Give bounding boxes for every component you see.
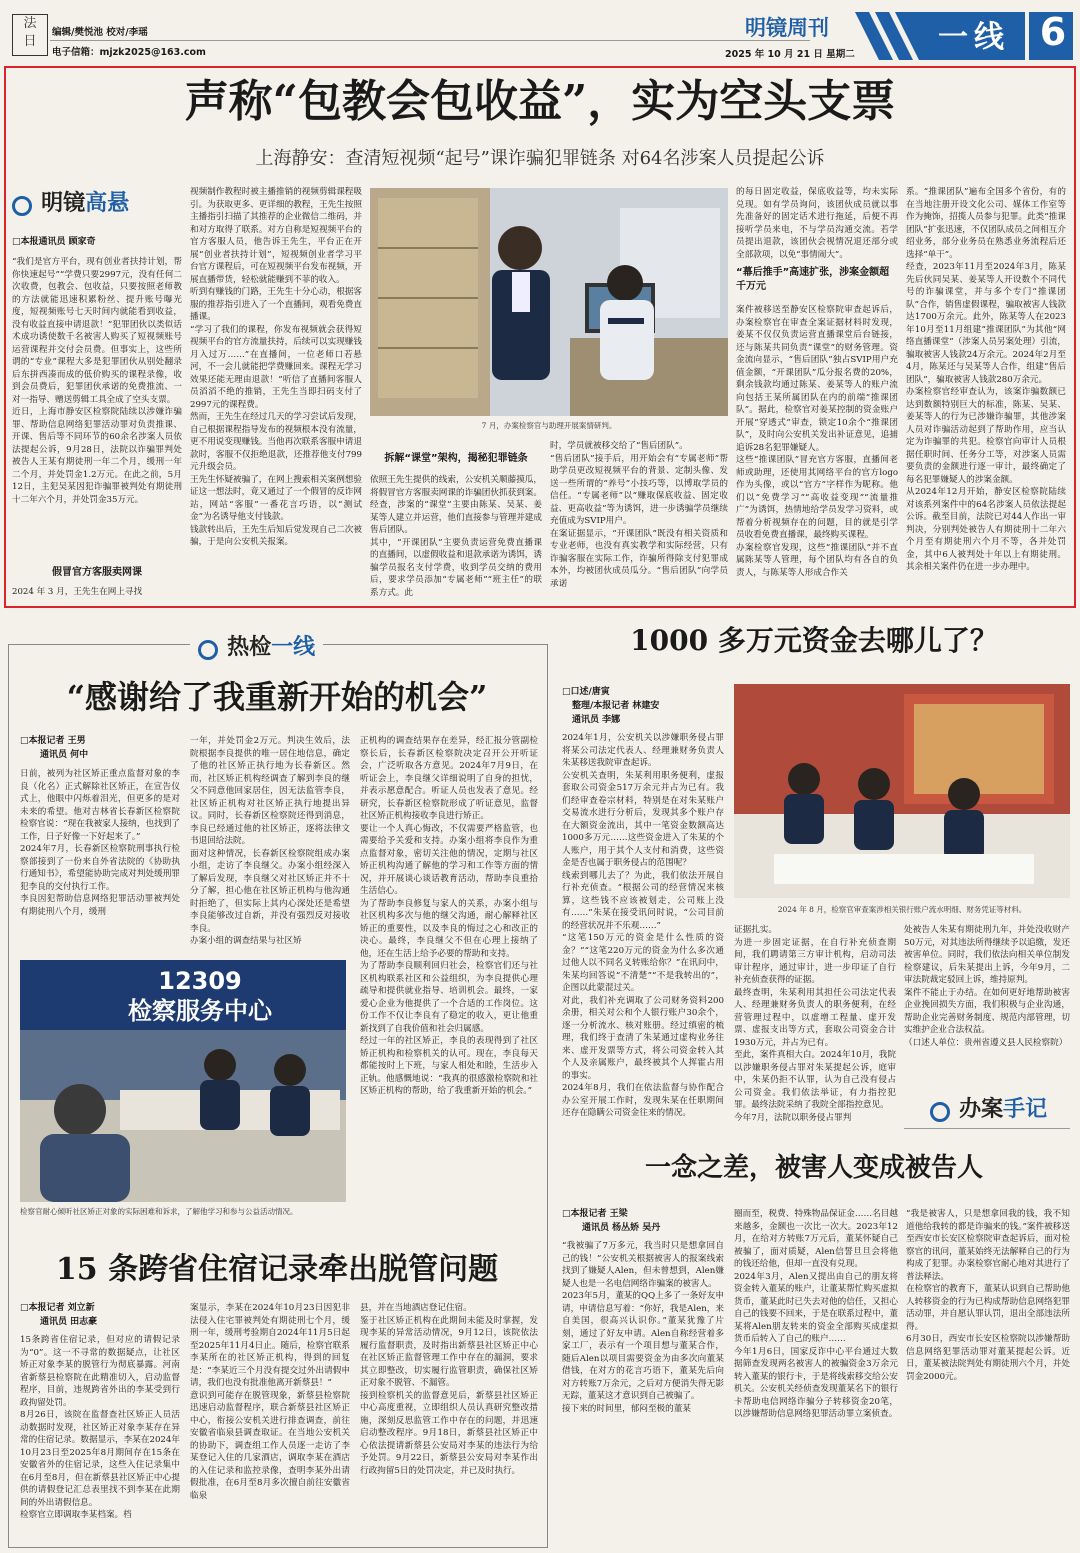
section-name: 一线 bbox=[938, 20, 1010, 55]
article2-byline-2: 通讯员 何中 bbox=[40, 750, 89, 760]
column-label-part2: 手记 bbox=[1003, 1097, 1048, 1122]
photo-prosecutors-office bbox=[370, 188, 728, 416]
article5-colB: 圈而至，税费、特殊物品保证金……名目越来越多，金额也一次比一次大。2023年12月，在给对方转账7万元后，董某怀疑自己被骗了，面对质疑，Alen信誓旦旦会将他的钱还给他，但却一直没有兑现。 2024年3月，Alen又提出由自己的朋友将资金转入董某的账户，让董某帮忙购买虚拟货币，董某此时已失去对他的信任，又担心自己的钱要不回来，于是在联系过程中，董某将Alen朋友转来的资金全部购买成虚拟货币后转入了自己的账户…… 今年1月6日，国家反诈中心平台通过大数据筛查发现两名被害人的被骗资金3万余元转入董某的银行卡，于是将线索移交给公安机关。公安机关经侦查发现董某名下的银行卡帮助电信网络诈骗分子转移资金20笔，以涉嫌帮助信息网络犯罪活动罪立案侦查。 bbox=[734, 1209, 898, 1419]
article4-byline-3: 通讯员 李娜 bbox=[572, 715, 621, 725]
records-review-illustration bbox=[734, 684, 1070, 898]
column-icon bbox=[198, 640, 218, 660]
column-label-mingjing bbox=[12, 186, 162, 216]
office-scene-illustration bbox=[370, 188, 728, 416]
article5-title: 一念之差，被害人变成被告人 bbox=[644, 1153, 983, 1183]
masthead-rule bbox=[50, 40, 810, 41]
editor-line: 编辑/樊悦池 校对/李瑶 bbox=[52, 27, 148, 38]
article1-col1-subhead: 假冒官方客服卖网课 bbox=[52, 567, 142, 578]
article3-colA: 15条跨省住宿记录，但对应的请假记录为“0”。这一不寻常的数据疑点，让社区矫正对象李某的脱管行为彻底暴露。河南省新蔡县检察院在此精准切入，启动监督程序，目前，违规跨省外出的李某受到行政拘留处罚。 8月26日，该院在监督查社区矫正人员活动数据时发现，社区矫正对象李某存在异常的住宿记录。数据显示，李某在2024年10月23日至2025年8月期间存在15条在安徽省外的住宿记录，这些入住记录集中在6月至8月，但在新蔡县社区矫正中心提供的请假登记汇总表里找不到李某在此期间的外出请假信息。 检察官立即调取李某档案。档 bbox=[20, 1335, 180, 1520]
article4-byline-1: □口述/唐寅 bbox=[562, 687, 610, 697]
column-icon bbox=[12, 196, 32, 216]
article2-colC: 正机构的调查结果存在差异，经汇报分管副检察长后，长春新区检察院决定召开公开听证会，广泛听取各方意见。2024年7月9日，在听证会上，李良继父详细说明了自身的担忧，并表示愿意配合。听证人员也发表了意见。经研究，长春新区检察院形成了听证意见，监督社区矫正机构接收李良进行矫正。 要让一个人真心悔改，不仅需要严格监管，也需要给予关爱和支持。办案小组将李良作为重点监督对象，密切关注他的情况，定期与社区矫正机构沟通了解他的学习和工作等方面的情况，并开展谈心谈话教育活动，帮助李良重拾生活信心。 为了帮助李良修复与家人的关系，办案小组与社区机构多次与他的继父沟通，耐心解释社区矫正的重要性，以及李良的悔过之心和改正的决心。最终，李良继父不但在心理上接纳了他，还在生活上给予必要的帮助和支持。 为了帮助李良顺利回归社会，检察官们还与社区机构联系社区和公益组织，为李良提供心理疏导和提供就业指导、培训机会。最终，一家爱心企业为他提供了一个合适的工作岗位。这份工作不仅让李良有了稳定的收入，更让他重新找到了自我价值和社会归属感。 经过一年的社区矫正，李良的表现得到了社区矫正机构和检察机关的认可。现在，李良每天都能按时上下班，与家人相处和睦，生活步入正轨。他感慨地说：“我真的很感激检察院和社区矫正机构的帮助，给了我重新开始的机会。” bbox=[360, 736, 538, 1096]
article4-colA: 2024年1月，公安机关以涉嫌职务侵占罪将某公司法定代表人、经理兼财务负责人朱某移送我院审查起诉。 公安机关查明，朱某利用职务便利，虚报套取公司资金517万余元并占为已有。我们经审查卷宗材料，特别是在对朱某账户交易流水进行分析后，发现其多个账户存在大额资金流出，其中一笔资金数额高达1000多万元……这些资金进入了朱某的个人账户，用于其个人支付和消费，这些资金是否也属于职务侵占的范围呢？ 线索到哪儿去了？为此，我们依法开展自行补充侦查。“根据公司的经营情况来核算，这些钱不应该被划走，公司账上没有……”朱某在接受讯问时说，“公司目前的经营状况并不乐观……” “这笔150万元的资金是什么性质的资金？”“这笔220万元的资金为什么多次通过他人以不同名义转账给你？”在讯问中，朱某均回答说“不清楚”“不是我转出的”，企图以此蒙混过关。 对此，我们补充调取了公司财务资料200余册，相关对公和个人银行账户30余个，逐一分析流水、核对账册。经过缜密的梳理，我们终于查清了朱某通过虚构业务往来、虚开发票等方式，将公司资金转入其个人及亲属账户，最终被其个人挥霍占用的事实。 2024年8月，我们在依法监督与协作配合办公室开展工作时，发现朱某在任职期间还存在隐瞒公司资金往来的情况。 bbox=[562, 733, 724, 1118]
article4-byline-2: 整理/本报记者 林建安 bbox=[572, 701, 660, 711]
article3-colC: 县，并在当地酒店登记住宿。 鉴于社区矫正机构在此期间未能及时掌握，发现李某的异常活动情况，9月12日，该院依法履行监督职责，及时指出新蔡县社区矫正中心在社区矫正监督管理工作中存在的漏洞，要求其立即整改，切实履行监管职责，确保社区矫正对象不脱管、不漏管。 接到检察机关的监督意见后，新蔡县社区矫正中心高度重视，立即组织人员认真研究整改措施，深刻反思监管工作中存在的问题，并迅速启动整改程序。9月18日，新蔡县社区矫正中心依法提请新蔡县公安局对李某的违法行为给予处罚。9月22日，新蔡县公安局对李某作出行政拘留5日的处罚决定，并已及时执行。 bbox=[360, 1303, 538, 1476]
photo3-caption: 2024 年 8 月，检察官审查案涉相关银行账户流水明细、财务凭证等材料。 bbox=[777, 905, 1027, 914]
article1-subhead-2: “幕后推手”高速扩张，涉案金额超千万元 bbox=[736, 267, 890, 292]
column-label-part2: 一线 bbox=[271, 635, 316, 660]
photo1-caption: 7 月，办案检察官与助理开展案情研判。 bbox=[481, 421, 617, 430]
article1-byline: □本报通讯员 顾家奇 bbox=[12, 237, 96, 247]
column-label-banan bbox=[930, 1092, 1047, 1123]
article3-colB: 案显示，李某在2024年10月23日因犯非法侵入住宅罪被判处有期徒刑七个月，缓刑一年，缓刑考验期自2024年11月5日起至2025年11月4日止。随后，检察官联系李某所在的社区矫正机构，得到的回复是：“李某近三个月没有提交过外出请假申请，我们也没有批准他离开新蔡县！” 意识到可能存在脱管现象，新蔡县检察院迅速启动监督程序，联合新蔡县社区矫正中心，衔接公安机关进行排查调查，前往安徽省临泉县调查取证。在当地公安机关的协助下，调查组工作人员逐一走访了李某登记入住的几家酒店，调取李某在酒店的入住记录和监控录像，查明李某外出请假批准，在6月至8月多次擅自前往安徽省临泉 bbox=[190, 1303, 350, 1501]
article1-col5: 系。“推课团队”遍布全国多个省份，有的在当地注册开设文化公司、媒体工作室等作为掩饰，招揽人员参与犯罪。此类“推课团队”扩张迅速，不仅团队成员之间相互介绍业务，部分业务员在熟悉业务流程后还选择“单干”。 经查，2023年11月至2024年3月，陈某先后伙同吴某、姜某等人开设数个不同代号的诈骗课堂，并与多个专门“推课团队”合作，销售虚假课程，骗取被害人钱款达1700万余元。此外，陈某等人在2023年10月至11月组建“推课团队”为其他“网络直播课堂”（涉案人员另案处理）引流，骗取被害人钱款24万余元。2024年2月至4月，陈某还与吴某等人合作，组建“售后团队”，骗取被害人钱款280万余元。 办案检察官经审查认为，该案诈骗数额已达到数额特别巨大的标准，陈某、吴某、姜某等人的行为已涉嫌诈骗罪，其他涉案人员对诈骗活动起到了帮助作用，应当认定为诈骗罪的共犯。检察官向审计人员根据任职时间、任务分工等，对涉案人员需要负责的金额进行逐一审计，最终确定了每名犯罪嫌疑人的涉案金额。 从2024年12月开始，静安区检察院陆续对该系列案件中的64名涉案人员依法提起公诉。截至目前，法院已对44人作出一审判决，分别判处被告人有期徒刑十二年六个月至有期徒刑六个月不等，各并处罚金，其中6人被判处十年以上有期徒刑。其余相关案件仍在进一步办理中。 bbox=[906, 187, 1066, 572]
article5-byline-1: □本报记者 王梁 bbox=[562, 1209, 628, 1219]
column-label-rejian bbox=[190, 630, 323, 661]
article4-colC: 处被告人朱某有期徒刑九年，并处没收财产50万元，对其违法所得继续予以追缴，发还被害单位。同时，我们依法向相关单位制发检察建议，后朱某提出上诉，今年9月，二审法院裁定驳回上诉，维持原判。 案件不能止于办结。在如何更好地帮助被害企业挽回损失方面，我们积极与企业沟通，帮助企业完善财务制度、规范内部管理，切实维护企业合法权益。 （口述人单位：贵州省遵义县人民检察院） bbox=[904, 925, 1070, 1048]
article3-byline-2: 通讯员 田志豪 bbox=[40, 1317, 98, 1327]
article2-byline-1: □本报记者 王男 bbox=[20, 736, 86, 746]
article1-subhead-1: 拆解“课堂”架构，揭秘犯罪链条 bbox=[384, 453, 528, 464]
article5-colA: “我被骗了7万多元，我当时只是想拿回自己的钱！”公安机关根据被害人的报案线索找到了嫌疑人Alen，但未曾想到，Alen嫌疑人也是一名电信网络诈骗案的被害人。 2023年5月，董某的QQ上多了一条好友申请，申请信息写着：“你好，我是Alen，来自美国，很高兴认识你。”董某犹豫了片刻，通过了好友申请。Alen自称经营着多家工厂，表示有一个项目想与董某合作，随后Alen以项目需要资金为由多次向董某借钱，在对方的花言巧语下，董某先后向对方转账7万余元，之后对方便消失得无影无踪，董某这才意识到自己被骗了。 接下来的时间里，郁闷至极的董某 bbox=[562, 1241, 724, 1414]
masthead bbox=[0, 0, 1080, 64]
column-rule bbox=[904, 1128, 1070, 1129]
article1-col2: 视频制作教程时被主播推销的视频剪辑课程吸引。为获取更多、更详细的教程，王先生按照主播指引扫描了其推荐的企业微信二维码，并和对方取得了联系。对方自称是短视频平台的官方客服人员，他告诉王先生，平台正在开展“创业者扶持计划”，短视频创业者学习平台官方课程后，可在短视频平台发布视频，开展直播带货，轻松就能赚到不菲的收入。 听到有赚钱的门路，王先生十分心动，根据客服的推荐指引进入了一个直播间，观看免费直播课。 “学习了我们的课程，你发布视频就会获得短视频平台的官方流量扶持，后续可以实现赚钱月入过万……”在直播间，一位老师口若悬河，不一会儿就能把学费赚回来。课程无学习效果还能无理由退款！”听信了直播间客服人员滔滔不绝的推销，王先生当即扫码支付了2997元的课程费。 然而，王先生在经过几天的学习尝试后发现，自己根据课程指导发布的视频根本没有流量，更不用说变现赚钱。当他再次联系客服申请退款时，客服不仅拒绝退款，还推荐他支付799元升级会员。 王先生怀疑被骗了，在网上搜索相关案例想验证这一想法时，竟又通过了一个假冒的反诈网站，网站“客服”一番花言巧语，以“测试金”为名诱导他支付钱款。 钱款转出后，王先生后知后觉发现自己二次被骗，于是向公安机关报案。 bbox=[190, 187, 362, 547]
article4-colB: 证据扎实。 为进一步固定证据，在自行补充侦查期间，我们聘请第三方审计机构，启动司法审计程序，通过审计，进一步印证了自行补充侦查获得的证据。 最终查明，朱某利用其担任公司法定代表人、经理兼财务负责人的职务便利，在经营管理过程中，以虚增工程量、虚开发票、虚报支出等方式，套取公司资金合计1930万元，并占为已有。 至此，案件真相大白。2024年10月，我院以涉嫌职务侵占罪对朱某提起公诉，庭审中，朱某仍拒不认罪，认为自己没有侵占公司资金。我们依法举证，有力指控犯罪。最终法院采纳了我院全部指控意见。 今年7月，法院以职务侵占罪判 bbox=[734, 925, 896, 1123]
article3-title: 15 条跨省住宿记录牵出脱管问题 bbox=[55, 1252, 499, 1287]
article1-col3b: 时，学员就被移交给了“售后团队”。 “售后团队”接手后，用开始会有“专属老师”帮助学员更改短视频平台的背景、定制头像、发送一些所谓的“养号”小技巧等，以博取学员的信任。“专属老师”以“赚取保底收益、固定收益、更高收益”等为诱饵，进一步诱骗学员继续充值成为SVIP用户。 在案证据显示，“开课团队”既没有相关资质和专业老师，也没有真实教学和实际经营，只有诈骗客服在实际工作，诈骗所得除支付犯罪成本外，均被团伙成员瓜分。“售后团队”向学员承诺 bbox=[550, 441, 728, 589]
page-number: 6 bbox=[1039, 10, 1067, 54]
article4-title: 1000 多万元资金去哪儿了？ bbox=[630, 624, 998, 657]
article1-col3a: 依照王先生提供的线索，公安机关顺藤摸瓜，将假冒官方客服卖网课的诈骗团伙抓获到案。经查，涉案的“课堂”主要由陈某、吴某、姜某等人建立并运营，他们直接参与管理并建成售后团队。 其中，“开课团队”主要负责运营免费直播课的直播间，以虚假收益和退款承诺为诱饵，诱骗学员报名支付学费，收到学员交纳的费用后，要求学员添加“专属老师”“班主任”的联系方式。此 bbox=[370, 475, 542, 598]
article1-col4a: 的每日固定收益，保底收益等，均未实际兑现。如有学员询问，该团伙成员就以事先准备好的固定话术进行拖延，后便不再接听学员来电，不与学员沟通交流。若学员提出退款，该团伙会视情况退还部分或全部款项，以免“事情闹大”。 bbox=[736, 187, 898, 260]
column-icon bbox=[930, 1102, 950, 1122]
article1-col1-tail: 2024 年 3 月，王先生在网上寻找 bbox=[12, 587, 143, 597]
article1-subtitle: 上海静安：查清短视频“起号”课诈骗犯罪链条 对64名涉案人员提起公诉 bbox=[255, 148, 825, 169]
photo-bank-records bbox=[734, 684, 1070, 898]
article2-colB: 一年，并处罚金2万元。判决生效后，法院根据李良提供的唯一居住地信息，确定了他的社区矫正执行地为长春新区。然而，社区矫正机构经调查了解到李良的继父不同意他回家居住，因无法监管李良，社区矫正机构对社区矫正执行地提出异议。同时，长春新区检察院还得到消息，李良已经通过他的社区矫正，逐将法律文书退回给法院。 面对这种情况，长春新区检察院组成办案小组，走访了李良继父。办案小组经深入了解后发现，李良继父对社区矫正并不十分了解，担心他在社区矫正机构与他沟通时拒绝了，但实际上其内心深处还是希望李良能够改过自新，并没有强烈反对接收李良。 办案小组的调查结果与社区矫 bbox=[190, 736, 350, 946]
article5-byline-2: 通讯员 杨丛娇 吴丹 bbox=[582, 1223, 661, 1233]
date-line: 2025 年 10 月 21 日 星期二 bbox=[725, 49, 855, 60]
paper-name: 明镜周刊 bbox=[745, 16, 829, 40]
article1-title: 声称“包教会包收益”，实为空头支票 bbox=[184, 76, 896, 127]
paper-logo: 法 日 bbox=[12, 14, 48, 56]
article5-colC: “我是被害人，只是想拿回我的钱，我不知道他给我转的都是诈骗来的钱。”案件被移送至西安市长安区检察院审查起诉后，面对检察官的讯问，董某始终无法解释自己的行为构成了犯罪。办案检察官耐心地对其进行了普法释法。 在检察官的教育下，董某认识到自己帮助他人转移资金的行为已构成帮助信息网络犯罪活动罪，并自愿认罪认罚，退出全部违法所得。 6月30日，西安市长安区检察院以涉嫌帮助信息网络犯罪活动罪对董某提起公诉。近日，董某被法院判处有期徒刑六个月，并处罚金2000元。 bbox=[906, 1209, 1070, 1382]
article3-byline-1: □本报记者 刘立新 bbox=[20, 1303, 95, 1313]
article1-col1: “我们是官方平台，现有创业者扶持计划，帮你快速起号”“学费只要2997元，没有任何二次收费，包教会、包收益，只要按照老师教的方法就能迅速积累粉丝、提升账号曝光度，短视频账号七天时间内就能看到收益，没有收益直接申请退款！”犯罪团伙以类似话术成功诱使数千名被害人购买了短视频账号运营课程并交付会员费。但事实上，这些所谓的“专业”课程大多是犯罪团伙从别处翻录后东拼西凑而成的低价购买的课程录像，收到会员费后，犯罪团伙承诺的免费推流、一对一指导、赠送剪辑工具全成了空头支票。 近日，上海市静安区检察院陆续以涉嫌诈骗罪、帮助信息网络犯罪活动罪对负责推课、开课、售后等不同环节的60余名涉案人员依法提起公诉，9月28日，法院以诈骗罪判处被告人王某有期徒刑一年二个月，缓刑一年二个月，并处罚金1.2万元。在此之前，5月12日，主犯吴某因犯诈骗罪被判处有期徒刑十二年六个月，并处罚金35万元。 bbox=[12, 257, 182, 505]
photo-service-center bbox=[20, 960, 346, 1202]
article1-col4b: 案件被移送至静安区检察院审查起诉后，办案检察官在审查全案证据材料时发现，姜某不仅仅负责运营直播课堂后台链接，还与陈某共同负责“课堂”的财务管理。资金流向显示，“售后团队”独占SVIP用户充值金额，“开课团队”瓜分报名费的20%，剩余钱款均通过陈某、姜某等人的账户流向包括王某所属团队在内的前端“推课团队”。据此，检察官对姜某控制的资金账户开展“穿透式”审查，锁定10余个“推课团队”，及时向公安机关发出补证意见，追捕追诉28名犯罪嫌疑人。 这些“推课团队”冒充官方客服，直播间老师或助理，还使用其网络平台的官方logo作为头像，或以“官方”字样作为昵称。他们以“免费学习”“高收益变现”“流量推广”为诱饵，热情地给学员发学习资料，或帮着分析视频存在的问题，目的就是引学员收看免费直播课，最终购买课程。 办案检察官发现，这些“推课团队”并不直属陈某等人管理，每个团队均有各自的负责人，与陈某等人形成合作关 bbox=[736, 305, 898, 578]
email-line: 电子信箱：mjzk2025@163.com bbox=[52, 47, 206, 58]
column-label-part1: 热检 bbox=[227, 635, 272, 660]
column-label-part1: 明镜 bbox=[41, 191, 86, 216]
photo2-caption: 检察官耐心倾听社区矫正对象的实际困难和诉求，了解他学习和参与公益活动情况。 bbox=[20, 1207, 298, 1216]
article2-title: “感谢给了我重新开始的机会” bbox=[66, 678, 488, 716]
service-center-sign: 12309 检察服务中心 bbox=[128, 967, 272, 1025]
column-label-part2: 高悬 bbox=[85, 191, 130, 216]
article2-colA: 日前，被列为社区矫正重点监督对象的李良（化名）正式解除社区矫正，在宣告仪式上，他眼中闪烁着泪光，但更多的是对未来的希望。他对吉林省长春新区检察院检察官说：“现在我被家人接纳，也找到了工作，日子好像一下好起来了。” 2024年7月，长春新区检察院刑事执行检察部接到了一份来自外省法院的《协助执行通知书》，希望能协助完成对判处缓刑罪犯李良的交付执行工作。 李良因犯帮助信息网络犯罪活动罪被判处有期徒刑八个月，缓刑 bbox=[20, 769, 180, 917]
column-label-part1: 办案 bbox=[959, 1097, 1004, 1122]
